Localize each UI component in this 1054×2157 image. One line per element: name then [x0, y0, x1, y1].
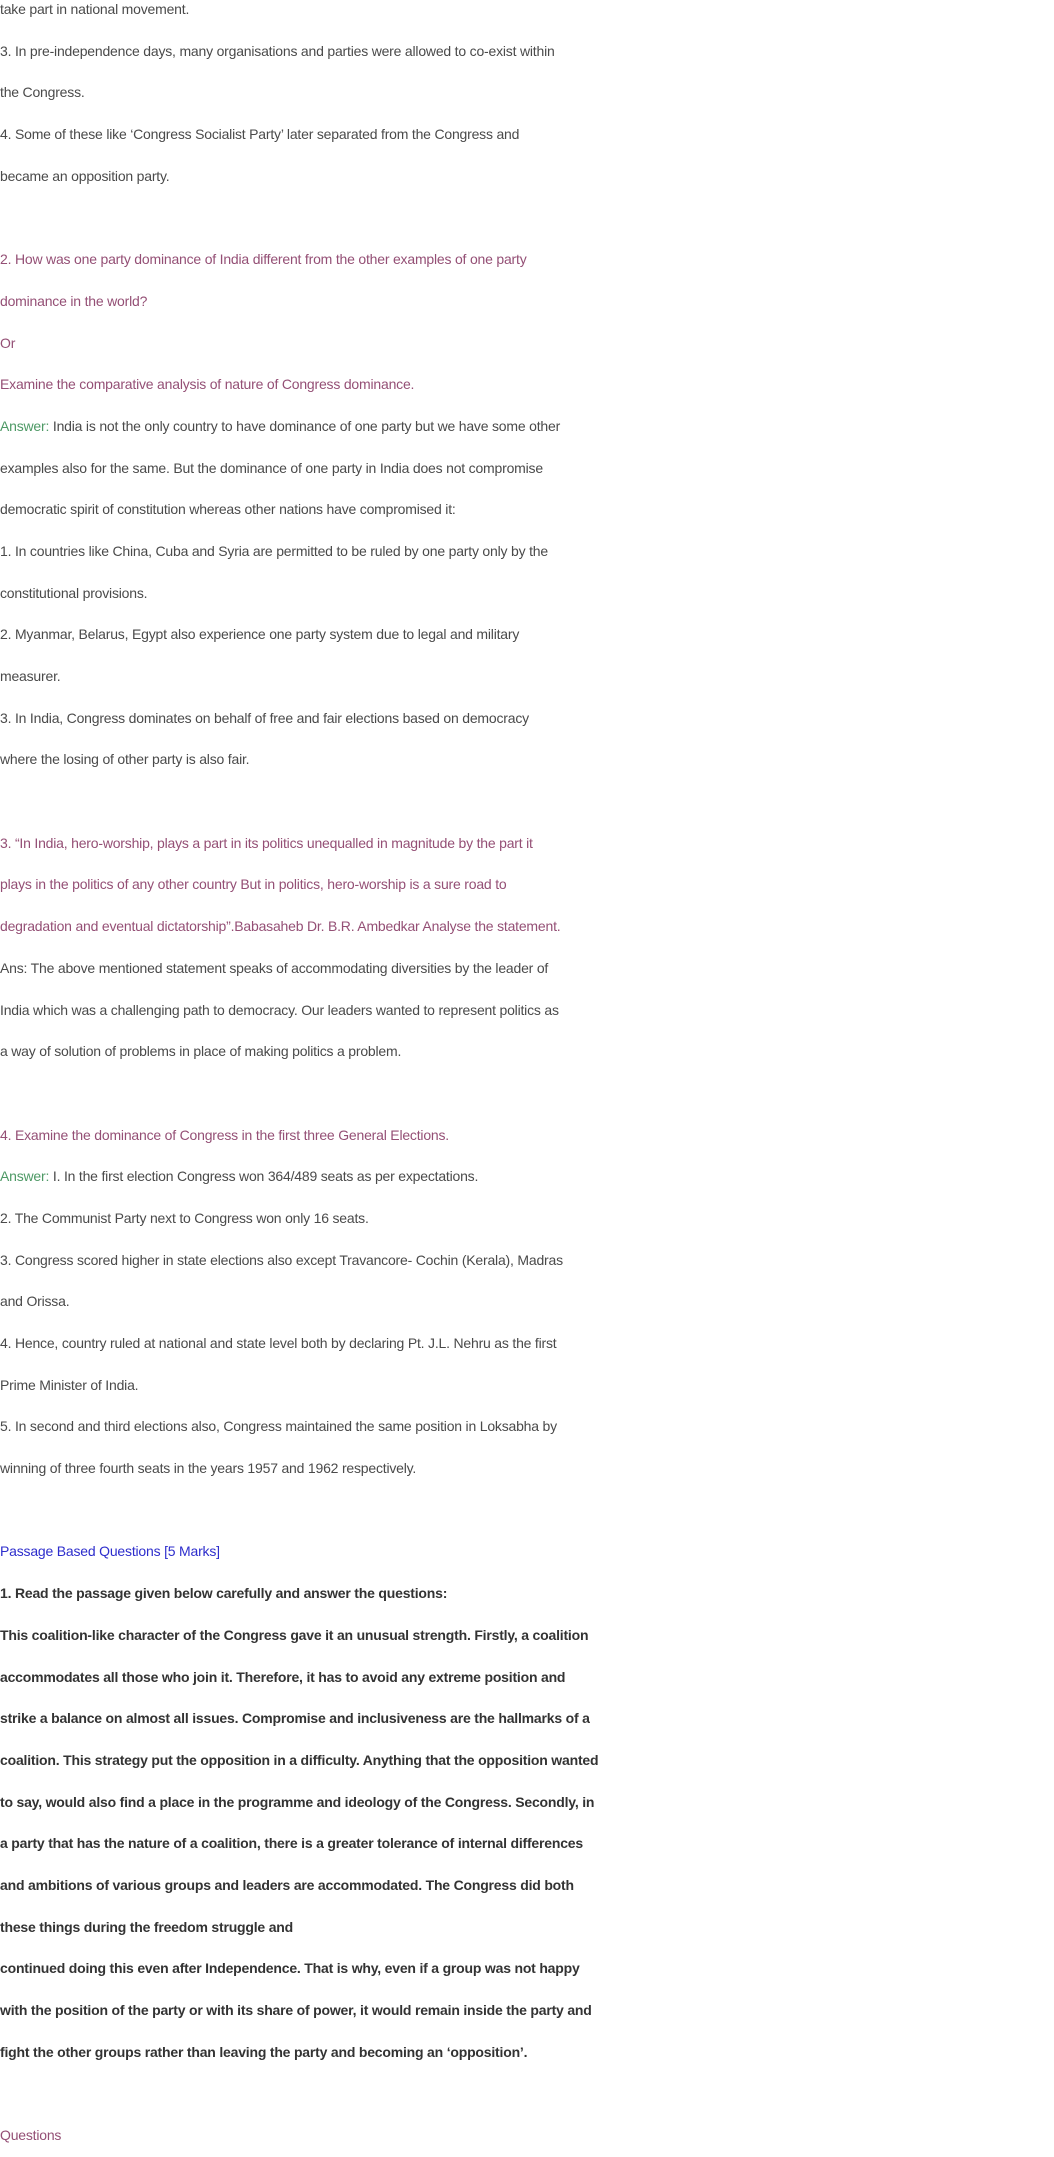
section-heading: Passage Based Questions [5 Marks] [0, 1543, 220, 1560]
answer-line: India which was a challenging path to democracy. Our leaders wanted to represent politics as [0, 1001, 559, 1018]
answer-line: examples also for the same. But the dominance of one party in India does not compromise [0, 459, 543, 476]
question-4 [0, 1115, 1054, 1490]
answer-text: The above mentioned statement speaks of accommodating diversities by the leader of [27, 959, 549, 976]
spacer [0, 197, 1054, 239]
passage-line: accommodates all those who join it. Therefore, it has to avoid any extreme position and [0, 1668, 566, 1685]
answer-line: and Orissa. [0, 1293, 70, 1310]
answer-line: 4. Hence, country ruled at national and state level both by declaring Pt. J.L. Nehru as the first [0, 1335, 557, 1351]
answer-line: 3. In India, Congress dominates on behalf of free and fair elections based on democracy [0, 709, 529, 726]
answer-line: constitutional provisions. [0, 584, 148, 601]
answer-label: Answer: [0, 1168, 50, 1185]
answer-text: India is not the only country to have dominance of one party but we have some other [49, 417, 561, 434]
spacer [0, 1073, 1054, 1115]
question-title-line: 3. “In India, hero-worship, plays a part in its politics unequalled in magnitude by the part it [0, 834, 533, 851]
question-title-line: degradation and eventual dictatorship”.Babasaheb Dr. B.R. Ambedkar Analyse the statement. [0, 918, 561, 935]
intro-line: 3. In pre-independence days, many organisations and parties were allowed to co-exist within [0, 42, 555, 59]
passage-line: with the position of the party or with its share of power, it would remain inside the party and [0, 2002, 592, 2018]
answer-line: winning of three fourth seats in the years 1957 and 1962 respectively. [0, 1460, 417, 1477]
answer-line: a way of solution of problems in place of making politics a problem. [0, 1043, 402, 1060]
answer-line: 2. The Communist Party next to Congress won only 16 seats. [0, 1209, 369, 1226]
answer-text: I. In the first election Congress won 364/489 seats as per expectations. [49, 1168, 479, 1185]
answer-line: 2. Myanmar, Belarus, Egypt also experience one party system due to legal and military [0, 626, 520, 643]
spacer [0, 781, 1054, 823]
question-title-line: dominance in the world? [0, 292, 148, 309]
passage-section [0, 1531, 1054, 2156]
spacer [0, 2073, 1054, 2115]
intro-line: 4. Some of these like ‘Congress Socialist Party’ later separated from the Congress and [0, 126, 520, 143]
passage-line: fight the other groups rather than leaving the party and becoming an ‘opposition’. [0, 2043, 528, 2060]
passage-line: This coalition-like character of the Congress gave it an unusual strength. Firstly, a coalition [0, 1626, 589, 1643]
passage-instruction: 1. Read the passage given below carefully and answer the questions: [0, 1585, 448, 1602]
passage-line: strike a balance on almost all issues. Compromise and inclusiveness are the hallmarks of a [0, 1710, 590, 1727]
intro-block [0, 0, 1054, 197]
question-3 [0, 823, 1054, 1073]
answer-line: where the losing of other party is also fair. [0, 751, 250, 768]
answer-line: 3. Congress scored higher in state elections also except Travancore- Cochin (Kerala), Madras [0, 1251, 563, 1268]
question-title-line: plays in the politics of any other country But in politics, hero-worship is a sure road to [0, 876, 507, 893]
questions-heading: Questions [0, 2127, 62, 2144]
passage-line: to say, would also find a place in the programme and ideology of the Congress. Secondly, in [0, 1793, 595, 1810]
answer-label: Answer: [0, 417, 50, 434]
answer-line: 5. In second and third elections also, Congress maintained the same position in Loksabha by [0, 1418, 557, 1435]
question-title-line: 2. How was one party dominance of India different from the other examples of one party [0, 251, 527, 268]
answer-first-line [0, 948, 1054, 990]
answer-line: Prime Minister of India. [0, 1376, 139, 1393]
answer-line: democratic spirit of constitution whereas other nations have compromised it: [0, 501, 456, 518]
answer-first-line [0, 1156, 1054, 1198]
answer-label: Ans: [0, 959, 28, 976]
question-or: Or [0, 334, 16, 351]
question-title-line: 4. Examine the dominance of Congress in the first three General Elections. [0, 1126, 449, 1143]
intro-line: take part in national movement. [0, 1, 190, 17]
intro-line: the Congress. [0, 84, 85, 101]
answer-line: measurer. [0, 668, 61, 684]
passage-line: coalition. This strategy put the opposition in a difficulty. Anything that the opposition wanted [0, 1751, 599, 1768]
question-2 [0, 239, 1054, 781]
answer-first-line [0, 406, 1054, 448]
passage-line: these things during the freedom struggle and [0, 1918, 293, 1935]
answer-line: 1. In countries like China, Cuba and Syria are permitted to be ruled by one party only by the [0, 542, 548, 559]
question-title-line: Examine the comparative analysis of nature of Congress dominance. [0, 376, 415, 393]
passage-line: a party that has the nature of a coalition, there is a greater tolerance of internal differences [0, 1835, 583, 1852]
passage-line: and ambitions of various groups and leaders are accommodated. The Congress did both [0, 1876, 574, 1893]
passage-line: continued doing this even after Independence. That is why, even if a group was not happy [0, 1960, 580, 1977]
intro-line: became an opposition party. [0, 167, 170, 184]
spacer [0, 1490, 1054, 1532]
